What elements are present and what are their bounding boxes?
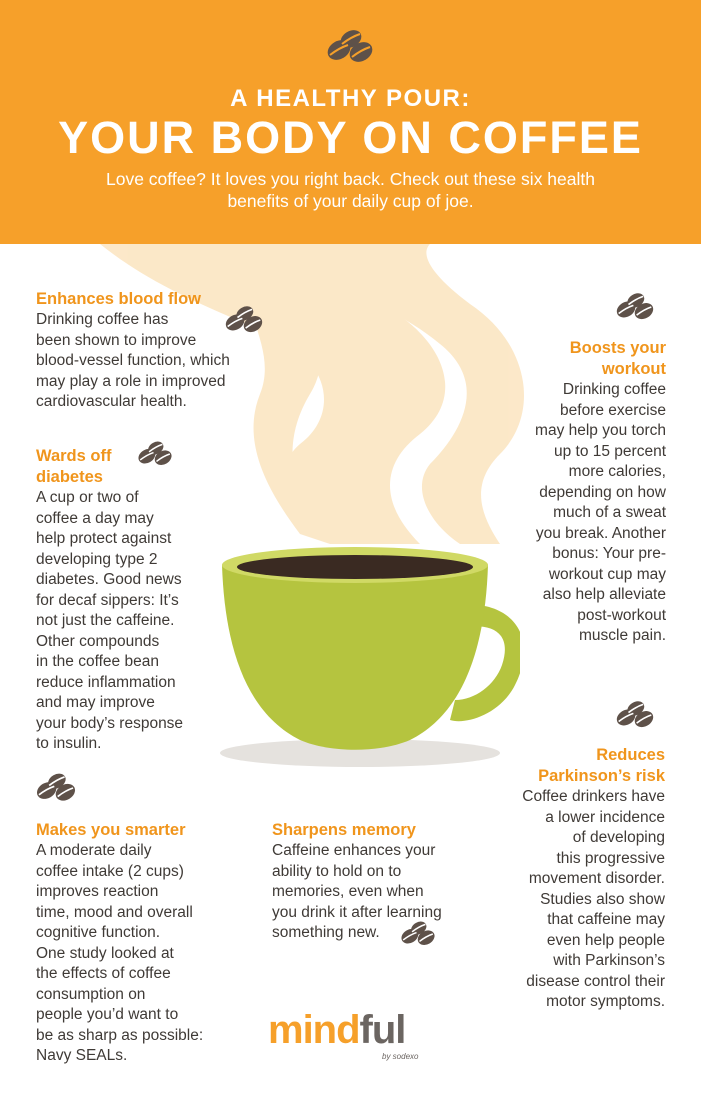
logo-part2: ful <box>359 1008 406 1052</box>
benefit-smarter <box>36 820 241 1067</box>
logo-part1: mind <box>268 1008 360 1052</box>
coffee-beans-icon <box>135 437 175 471</box>
logo-byline: by sodexo <box>382 1052 419 1061</box>
coffee-beans-icon <box>33 770 79 806</box>
coffee-beans-icon <box>398 918 438 950</box>
coffee-beans-icon <box>613 290 657 324</box>
benefit-body: Drinking coffee before exercise may help you torch up to 15 percent more calories, depending on how much of a sweat you break. Another bonus: Your pre- workout cup may also help alleviate post-workout muscle pain. <box>535 381 666 644</box>
header-banner <box>0 0 701 244</box>
coffee-beans-icon <box>323 30 377 64</box>
benefit-diabetes <box>36 446 216 755</box>
benefit-body: Coffee drinkers have a lower incidence of developing this progressive movement disorder. Studies also show that caffeine may even help people with Parkinson’s disease control their motor symptoms. <box>522 788 665 1010</box>
benefit-body: Drinking coffee has been shown to improve blood-vessel function, which may play a role in improved cardiovascular health. <box>36 311 230 410</box>
benefit-body: A cup or two of coffee a day may help protect against developing type 2 diabetes. Good news for decaf sippers: It’s not just the caffeine. Other compounds in the coffee bean reduce inflammation and may improve your body’s response to insulin. <box>36 489 184 752</box>
benefit-body: A moderate daily coffee intake (2 cups) improves reaction time, mood and overall cognitive function. One study looked at the effects of coffee consumption on people you’d want to be as sharp as possible: Navy SEALs. <box>36 842 204 1064</box>
benefit-title: Makes you smarter <box>36 821 186 839</box>
intro-text: Love coffee? It loves you right back. Check out these six health benefits of your daily cup of joe. <box>106 169 595 211</box>
coffee-cup-illustration <box>210 535 520 775</box>
page-title: YOUR BODY ON COFFEE <box>58 112 643 163</box>
benefit-title: Boosts your workout <box>569 339 666 378</box>
benefit-body: Caffeine enhances your ability to hold on to memories, even when you drink it after learning something new. <box>272 842 442 941</box>
benefit-title: Reduces Parkinson’s risk <box>538 746 665 785</box>
benefit-title: Sharpens memory <box>272 821 416 839</box>
benefit-parkinsons <box>505 745 665 1013</box>
coffee-beans-icon <box>613 698 657 732</box>
mindful-logo <box>268 1008 438 1068</box>
benefit-title: Enhances blood flow <box>36 290 202 308</box>
coffee-beans-icon <box>222 303 266 337</box>
benefit-memory <box>272 820 477 944</box>
benefit-title: Wards off diabetes <box>36 447 112 486</box>
logo-wordmark <box>268 1008 405 1053</box>
benefit-workout <box>513 338 666 647</box>
header-subtitle: A HEALTHY POUR: <box>230 85 471 112</box>
